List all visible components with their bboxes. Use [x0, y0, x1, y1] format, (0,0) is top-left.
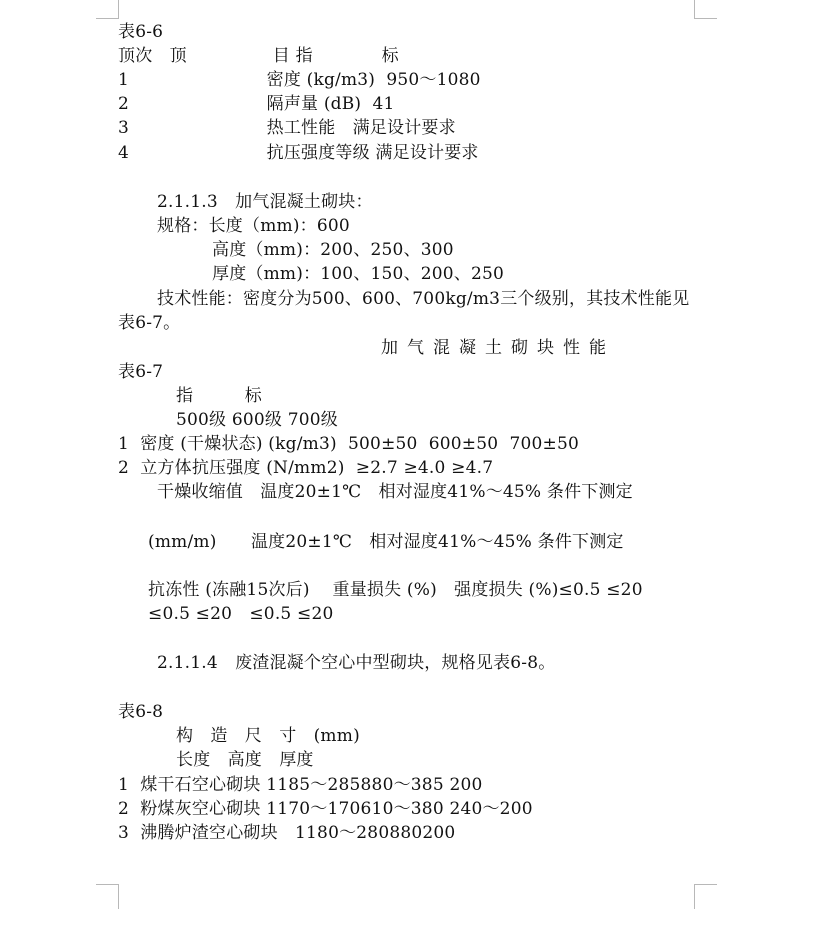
table-6-8-row: 2 粉煤灰空心砌块 1170～170610～380 240～200	[118, 799, 533, 819]
table-6-7-row-continued: ≤0.5 ≤20 ≤0.5 ≤20	[148, 604, 334, 624]
table-6-7-header: 指 标	[176, 386, 262, 406]
crop-mark-top-right	[694, 0, 717, 19]
table-6-6-header: 顶次 顶 目 指 标	[118, 46, 399, 66]
table-6-7-row: (mm/m) 温度20±1℃ 相对湿度41%～45% 条件下测定	[148, 532, 624, 552]
table-6-8-row: 1 煤干石空心砌块 1185～285880～385 200	[118, 775, 483, 795]
table-6-8-row: 3 沸腾炉渣空心砌块 1180～280880200	[118, 823, 456, 843]
table-6-7-row: 干燥收缩值 温度20±1℃ 相对湿度41%～45% 条件下测定	[157, 482, 633, 502]
section-2-1-1-4-heading: 2.1.1.4 废渣混凝个空心中型砌块，规格见表6-8。	[157, 653, 556, 673]
table-6-8-header: 构 造 尺 寸 (mm)	[176, 726, 360, 746]
table-6-6-label: 表6-6	[118, 22, 164, 42]
table-6-6-row: 2 隔声量 (dB) 41	[118, 94, 395, 114]
table-6-7-row: 抗冻性 (冻融15次后) 重量损失 (%) 强度损失 (%)≤0.5 ≤20	[148, 580, 643, 600]
tech-performance-paragraph: 技术性能：密度分为500、600、700kg/m3三个级别，其技术性能见	[157, 289, 690, 309]
table-6-8-subheader: 长度 高度 厚度	[176, 750, 314, 770]
spec-thickness: 厚度（mm)：100、150、200、250	[212, 264, 505, 284]
table-6-6-row: 4 抗压强度等级 满足设计要求	[118, 143, 479, 163]
table-6-7-row: 1 密度 (干燥状态) (kg/m3) 500±50 600±50 700±50	[118, 434, 580, 454]
tech-performance-paragraph-continued: 表6-7。	[118, 313, 181, 333]
table-6-8-label: 表6-8	[118, 702, 164, 722]
section-2-1-1-3-heading: 2.1.1.3 加气混凝土砌块：	[157, 192, 373, 212]
table-6-7-label: 表6-7	[118, 362, 164, 382]
table-6-7-title: 加气混凝土砌块性能	[381, 338, 615, 358]
crop-mark-bottom-right	[694, 884, 717, 909]
table-6-6-row: 1 密度 (kg/m3) 950～1080	[118, 70, 481, 90]
crop-mark-top-left	[96, 0, 119, 19]
table-6-7-row: 2 立方体抗压强度 (N/mm2) ≥2.7 ≥4.0 ≥4.7	[118, 458, 494, 478]
spec-length: 规格：长度（mm)：600	[157, 216, 350, 236]
spec-height: 高度（mm)：200、250、300	[212, 240, 454, 260]
table-6-6-row: 3 热工性能 满足设计要求	[118, 118, 456, 138]
crop-mark-bottom-left	[96, 884, 119, 909]
table-6-7-grades: 500级 600级 700级	[176, 410, 338, 430]
